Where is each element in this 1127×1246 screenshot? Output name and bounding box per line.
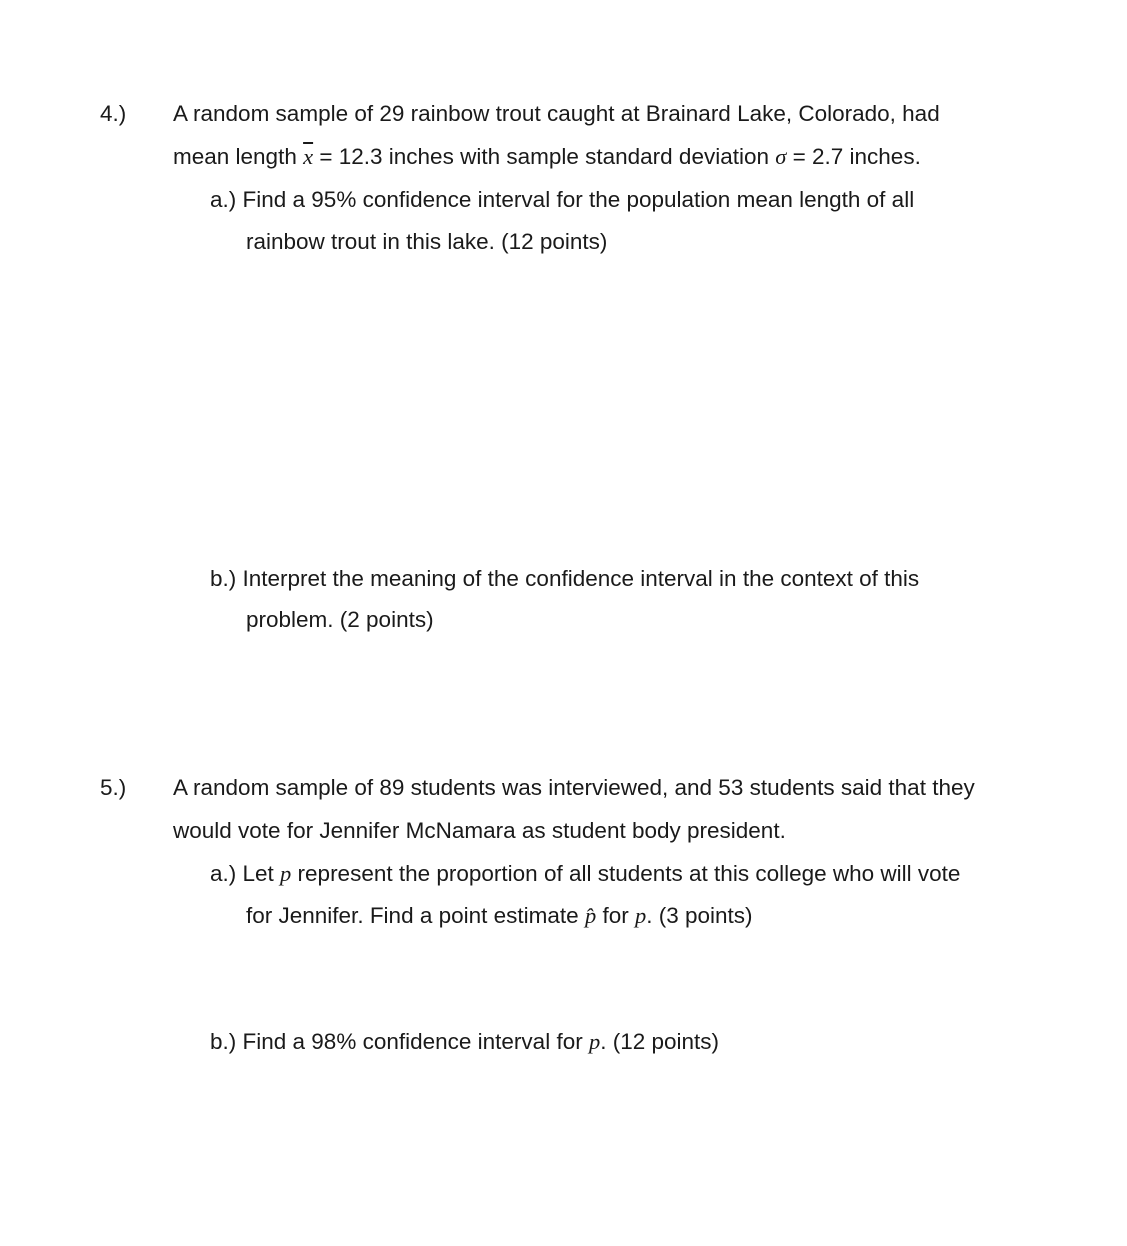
question-5-stem-line-1: A random sample of 89 students was interviewed, and 53 students said that they — [173, 775, 975, 800]
question-5-number: 5.) — [100, 775, 127, 800]
question-4-stem-text-b: = 12.3 inches with sample standard deviation — [313, 144, 776, 169]
question-4a-line-1: a.) Find a 95% confidence interval for the population mean length of all — [210, 187, 915, 212]
question-5-stem-line-2: would vote for Jennifer McNamara as student body president. — [173, 818, 786, 843]
question-4-stem-line-1: A random sample of 29 rainbow trout caught at Brainard Lake, Colorado, had — [173, 101, 940, 126]
sigma-symbol: σ — [775, 144, 787, 169]
question-4a-line-2: rainbow trout in this lake. (12 points) — [246, 229, 608, 254]
question-5a-text-a: a.) Let — [210, 861, 281, 886]
question-5a-line-2 — [246, 905, 753, 928]
question-4-stem-text-a: mean length — [173, 144, 304, 169]
x-bar-symbol: $\overline{x}$ — [303, 144, 314, 169]
p-symbol: p — [280, 861, 292, 886]
p-symbol: p — [588, 1029, 601, 1054]
p-hat-symbol: p̂ — [584, 903, 597, 928]
question-5a-text-e: . (3 points) — [646, 903, 753, 928]
question-4b-line-1: b.) Interpret the meaning of the confidence interval in the context of this — [210, 566, 920, 591]
question-5b-text-a: b.) Find a 98% confidence interval for — [210, 1029, 589, 1054]
question-5a-line-1 — [210, 863, 960, 886]
question-5a-text-c: for Jennifer. Find a point estimate — [246, 903, 585, 928]
question-4-stem-text-c: = 2.7 inches. — [786, 144, 921, 169]
question-4-number: 4.) — [100, 101, 127, 126]
question-4b-line-2: problem. (2 points) — [246, 607, 434, 632]
p-symbol: p — [634, 903, 647, 928]
question-5b-line-1 — [210, 1031, 719, 1054]
question-4-stem-line-2 — [173, 146, 921, 169]
question-5a-text-b: represent the proportion of all students at this college who will vote — [291, 861, 961, 886]
question-5b-text-b: . (12 points) — [600, 1029, 720, 1054]
question-5a-text-d: for — [596, 903, 635, 928]
